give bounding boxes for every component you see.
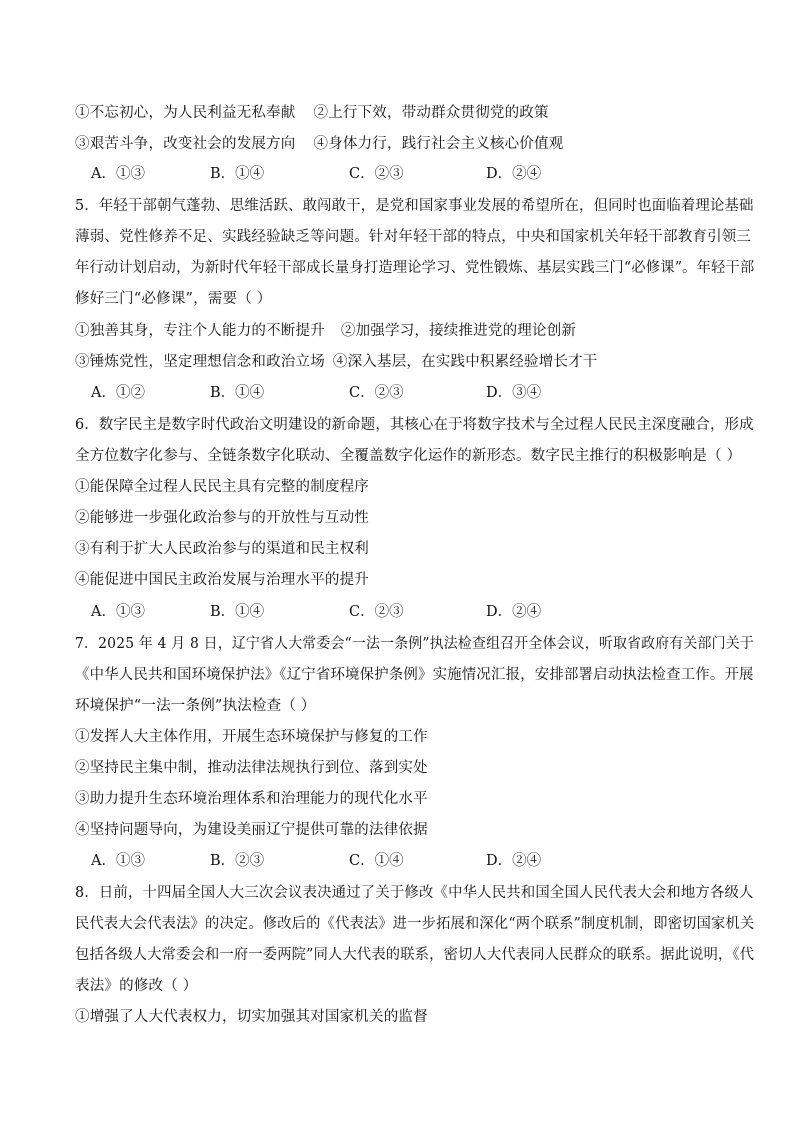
q5-statements-row-2 (75, 352, 598, 372)
q7-statement-2: ②坚持民主集中制，推动法律法规执行到位、落到实处 (75, 760, 428, 776)
q5-option-d: D．③④ (486, 385, 542, 401)
q7-statement-3: ③助力提升生态环境治理体系和治理能力的现代化水平 (75, 791, 428, 807)
q5-stem-line-3: 年行动计划启动，为新时代年轻干部成长量身打造理论学习、党性锻炼、基层实践三门“必修课”。年轻干部 (75, 260, 755, 276)
q5-stem-line-2: 薄弱、党性修养不足、实践经验缺乏等问题。针对年轻干部的特点，中央和国家机关年轻干部教育引领三 (75, 229, 752, 245)
q5-statement-4: ④深入基层，在实践中积累经验增长才干 (332, 354, 598, 370)
q6-option-b: B．①④ (210, 604, 265, 620)
q8-stem-line-3: 包括各级人大常委会和一府一委两院”同人大代表的联系，密切人大代表同人民群众的联系。据此说明，《代 (75, 947, 755, 963)
q4-statement-4: ④身体力行，践行社会主义核心价值观 (313, 136, 564, 152)
q6-stem-line-1: 6．数字民主是数字时代政治文明建设的新命题，其核心在于将数字技术与全过程人民民主深度融合，形成 (75, 417, 754, 433)
q5-option-a: A．①② (91, 385, 145, 401)
q7-statement-4: ④坚持问题导向，为建设美丽辽宁提供可靠的法律依据 (75, 822, 428, 838)
q7-statement-1: ①发挥人大主体作用，开展生态环境保护与修复的工作 (75, 729, 428, 745)
q6-statement-4: ④能促进中国民主政治发展与治理水平的提升 (75, 572, 369, 588)
q8-stem-line-4: 表法》的修改（ ） (75, 978, 198, 994)
q4-statement-3: ③艰苦斗争，改变社会的发展方向 (75, 136, 296, 152)
q5-statement-1: ①独善其身，专注个人能力的不断提升 (75, 323, 325, 339)
q6-statement-1: ①能保障全过程人民民主具有完整的制度程序 (75, 479, 369, 495)
q6-option-d: D．②④ (486, 604, 542, 620)
q8-stem-line-1: 8．日前，十四届全国人大三次会议表决通过了关于修改《中华人民共和国全国人民代表大会和地方各级人 (75, 885, 754, 901)
q4-option-a: A．①③ (91, 166, 145, 182)
q4-statements-row-1 (75, 103, 549, 123)
q4-statement-1: ①不忘初心，为人民利益无私奉献 (75, 105, 296, 121)
q6-statement-3: ③有利于扩大人民政治参与的渠道和民主权利 (75, 541, 369, 557)
q7-stem-line-1: 7．2025 年 4 月 8 日，辽宁省人大常委会“一法一条例”执法检查组召开全体会议，听取省政府有关部门关于 (75, 636, 754, 652)
q5-option-b: B．①④ (210, 385, 265, 401)
q5-option-c: C．②③ (349, 385, 404, 401)
q7-option-b: B．②③ (210, 853, 265, 869)
q7-option-d: D．②④ (486, 853, 542, 869)
q6-stem-line-2: 全方位数字化参与、全链条数字化联动、全覆盖数字化运作的新形态。数字民主推行的积极影响是（ ） (75, 448, 742, 464)
q6-option-c: C．②③ (349, 604, 404, 620)
q7-stem-line-2: 《中华人民共和国环境保护法》《辽宁省环境保护条例》实施情况汇报，安排部署启动执法检查工作。开展 (75, 667, 754, 683)
q4-option-c: C．②③ (349, 166, 404, 182)
q7-option-c: C．①④ (349, 853, 404, 869)
q5-statement-2: ②加强学习，接续推进党的理论创新 (340, 323, 577, 339)
q8-statement-1: ①增强了人大代表权力，切实加强其对国家机关的监督 (75, 1009, 428, 1025)
q5-stem-line-1: 5．年轻干部朝气蓬勃、思维活跃、敢闯敢干，是党和国家事业发展的希望所在，但同时也面临着理论基础 (75, 198, 754, 214)
q6-option-a: A．①③ (91, 604, 145, 620)
q5-statements-row-1 (75, 321, 576, 341)
q4-option-d: D．②④ (486, 166, 542, 182)
q4-statement-2: ②上行下效，带动群众贯彻党的政策 (313, 105, 549, 121)
q8-stem-line-2: 民代表大会代表法》的决定。修改后的《代表法》进一步拓展和深化“两个联系”制度机制，即密切国家机关 (75, 916, 755, 932)
q7-stem-line-3: 环境保护“一法一条例”执法检查（ ） (75, 698, 316, 714)
q4-statements-row-2 (75, 134, 563, 154)
q5-statement-3: ③锤炼党性，坚定理想信念和政治立场 (75, 354, 325, 370)
q7-option-a: A．①③ (91, 853, 145, 869)
q4-option-b: B．①④ (210, 166, 265, 182)
q5-stem-line-4: 修好三门“必修课”，需要（ ） (75, 291, 272, 307)
q6-statement-2: ②能够进一步强化政治参与的开放性与互动性 (75, 510, 369, 526)
